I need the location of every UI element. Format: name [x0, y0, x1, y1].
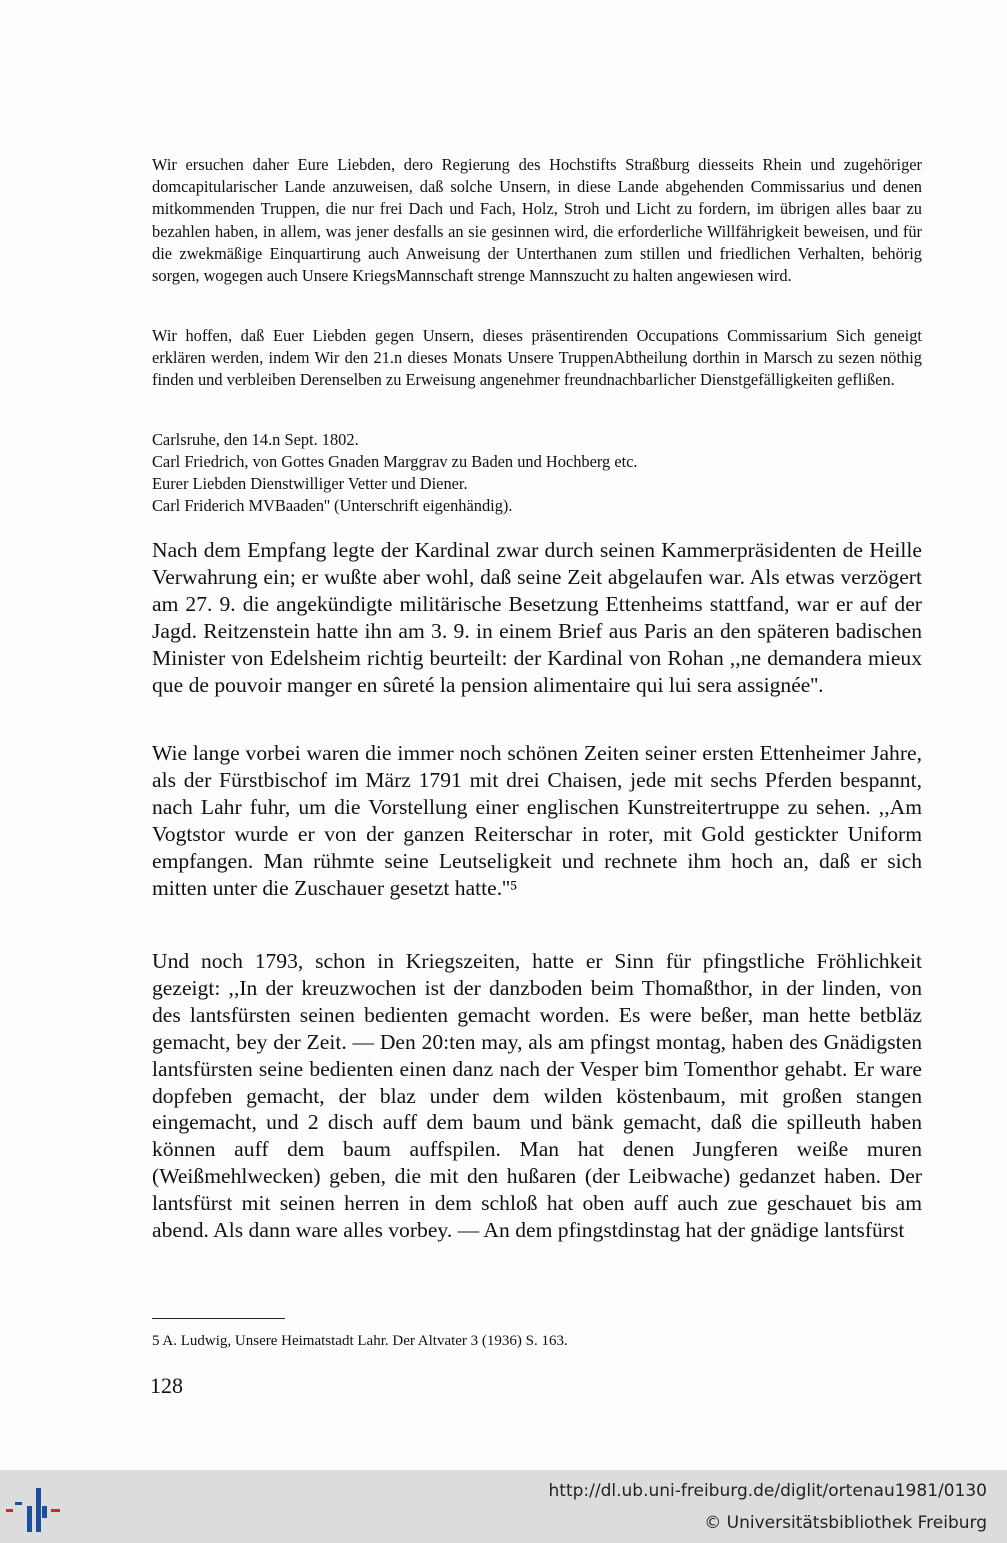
- letter-paragraph-1: Wir ersuchen daher Eure Liebden, dero Regierung des Hochstifts Straßburg diesseits Rhein und zugehöriger domcapitularischer Lande anzuweisen, daß solche Unsern, in diese Lande abgehenden Commissarius und denen mitkommenden Truppen, die nur frei Dach und Fach, Holz, Stroh und Licht zu fordern, im übrigen alles baar zu bezahlen haben, in allem, was jener desfalls an sie gesinnen wird, die erforderliche Willfährigkeit beweisen, und für die zwekmäßige Einquartirung auch Anweisung der Unterthanen zum stillen und friedlichen Verhalten, behörig sorgen, wogegen auch Unsere KriegsMannschaft strenge Mannszucht zu halten angewiesen wird.: [152, 155, 922, 286]
- body-paragraph-1: Nach dem Empfang legte der Kardinal zwar durch seinen Kammerpräsidenten de Heille Verwahrung ein; er wußte aber wohl, daß seine Zeit abgelaufen war. Als etwas verzögert am 27. 9. die angekündigte militärische Besetzung Ettenheims stattfand, war er auf der Jagd. Reitzenstein hatte ihn am 3. 9. in einem Brief aus Paris an den späteren badischen Minister von Edelsheim richtig beurteilt: der Kardinal von Rohan ,,ne demandera mieux que de pouvoir manger en sûreté la pension alimentaire qui lui sera assignée''.: [152, 538, 922, 697]
- letter-sender-line: Carl Friedrich, von Gottes Gnaden Marggrav zu Baden und Hochberg etc.: [152, 452, 638, 471]
- viewer-footer: [0, 1470, 1007, 1543]
- letter-paragraph-2: Wir hoffen, daß Euer Liebden gegen Unsern, dieses präsentirenden Occupations Commissarium Sich geneigt erklären werden, indem Wir den 21.n dieses Monats Unsere TruppenAbtheilung dorthin in Marsch zu sezen nöthig finden und verbleiben Derenselben zu Erweisung angenehmer freundnachbarlicher Dienstgefälligkeiten geflißen.: [152, 326, 922, 390]
- letter-signature-line: Carl Friderich MVBaaden'' (Unterschrift eigenhändig).: [152, 496, 513, 515]
- footnote-divider: [152, 1318, 285, 1319]
- page-number: 128: [150, 1373, 183, 1398]
- footnote-text: 5 A. Ludwig, Unsere Heimatstadt Lahr. Der Altvater 3 (1936) S. 163.: [152, 1333, 568, 1349]
- letter-date-line: Carlsruhe, den 14.n Sept. 1802.: [152, 430, 359, 449]
- letter-closing-line: Eurer Liebden Dienstwilliger Vetter und Diener.: [152, 474, 468, 493]
- body-paragraph-2: Wie lange vorbei waren die immer noch schönen Zeiten seiner ersten Ettenheimer Jahre, als der Fürstbischof im März 1791 mit drei Chaisen, jede mit sechs Pferden bespannt, nach Lahr fuhr, um die Vorstellung einer englischen Kunstreitertruppe zu sehen. ,,Am Vogtstor wurde er von der ganzen Reiterschar in roter, mit Gold gestickter Uniform empfangen. Man rühmte seine Leutseligkeit und rechnete ihm hoch an, daß er sich mitten unter die Zuschauer gesetzt hatte.''⁵: [152, 741, 922, 900]
- copyright-notice: © Universitätsbibliothek Freiburg: [704, 1513, 987, 1533]
- ub-freiburg-logo-icon: [6, 1484, 66, 1536]
- document-url-link[interactable]: http://dl.ub.uni-freiburg.de/diglit/ortenau1981/0130: [548, 1481, 987, 1501]
- body-paragraph-3: Und noch 1793, schon in Kriegszeiten, hatte er Sinn für pfingstliche Fröhlichkeit gezeigt: ,,In der kreuzwochen ist der danzboden beim Thomaßthor, in der linden, von des lantsfürsten seinen bedienten gemacht worden. Es were beßer, man hette betbläz gemacht, bey der Zeit. — Den 20:ten may, als am pfingst montag, haben des Gnädigsten lantsfürsten seine bedienten einen danz nach der Vesper bim Tomenthor gehabt. Er ware dopfeben gemacht, der blaz under dem wilden köstenbaum, mit großen stangen eingemacht, und 2 disch auff dem baum und bänk gemacht, daß die spilleuth haben können auff dem baum auffspilen. Man hat denen Jungferen weiße muren (Weißmehlwecken) geben, die mit den hußaren (der Leibwache) gedanzet haben. Der lantsfürst mit seinen herren in dem schloß hat oben auff auch zue geschauet bis am abend. Als dann ware alles vorbey. — An dem pfingstdinstag hat der gnädige lantsfürst: [152, 949, 922, 1243]
